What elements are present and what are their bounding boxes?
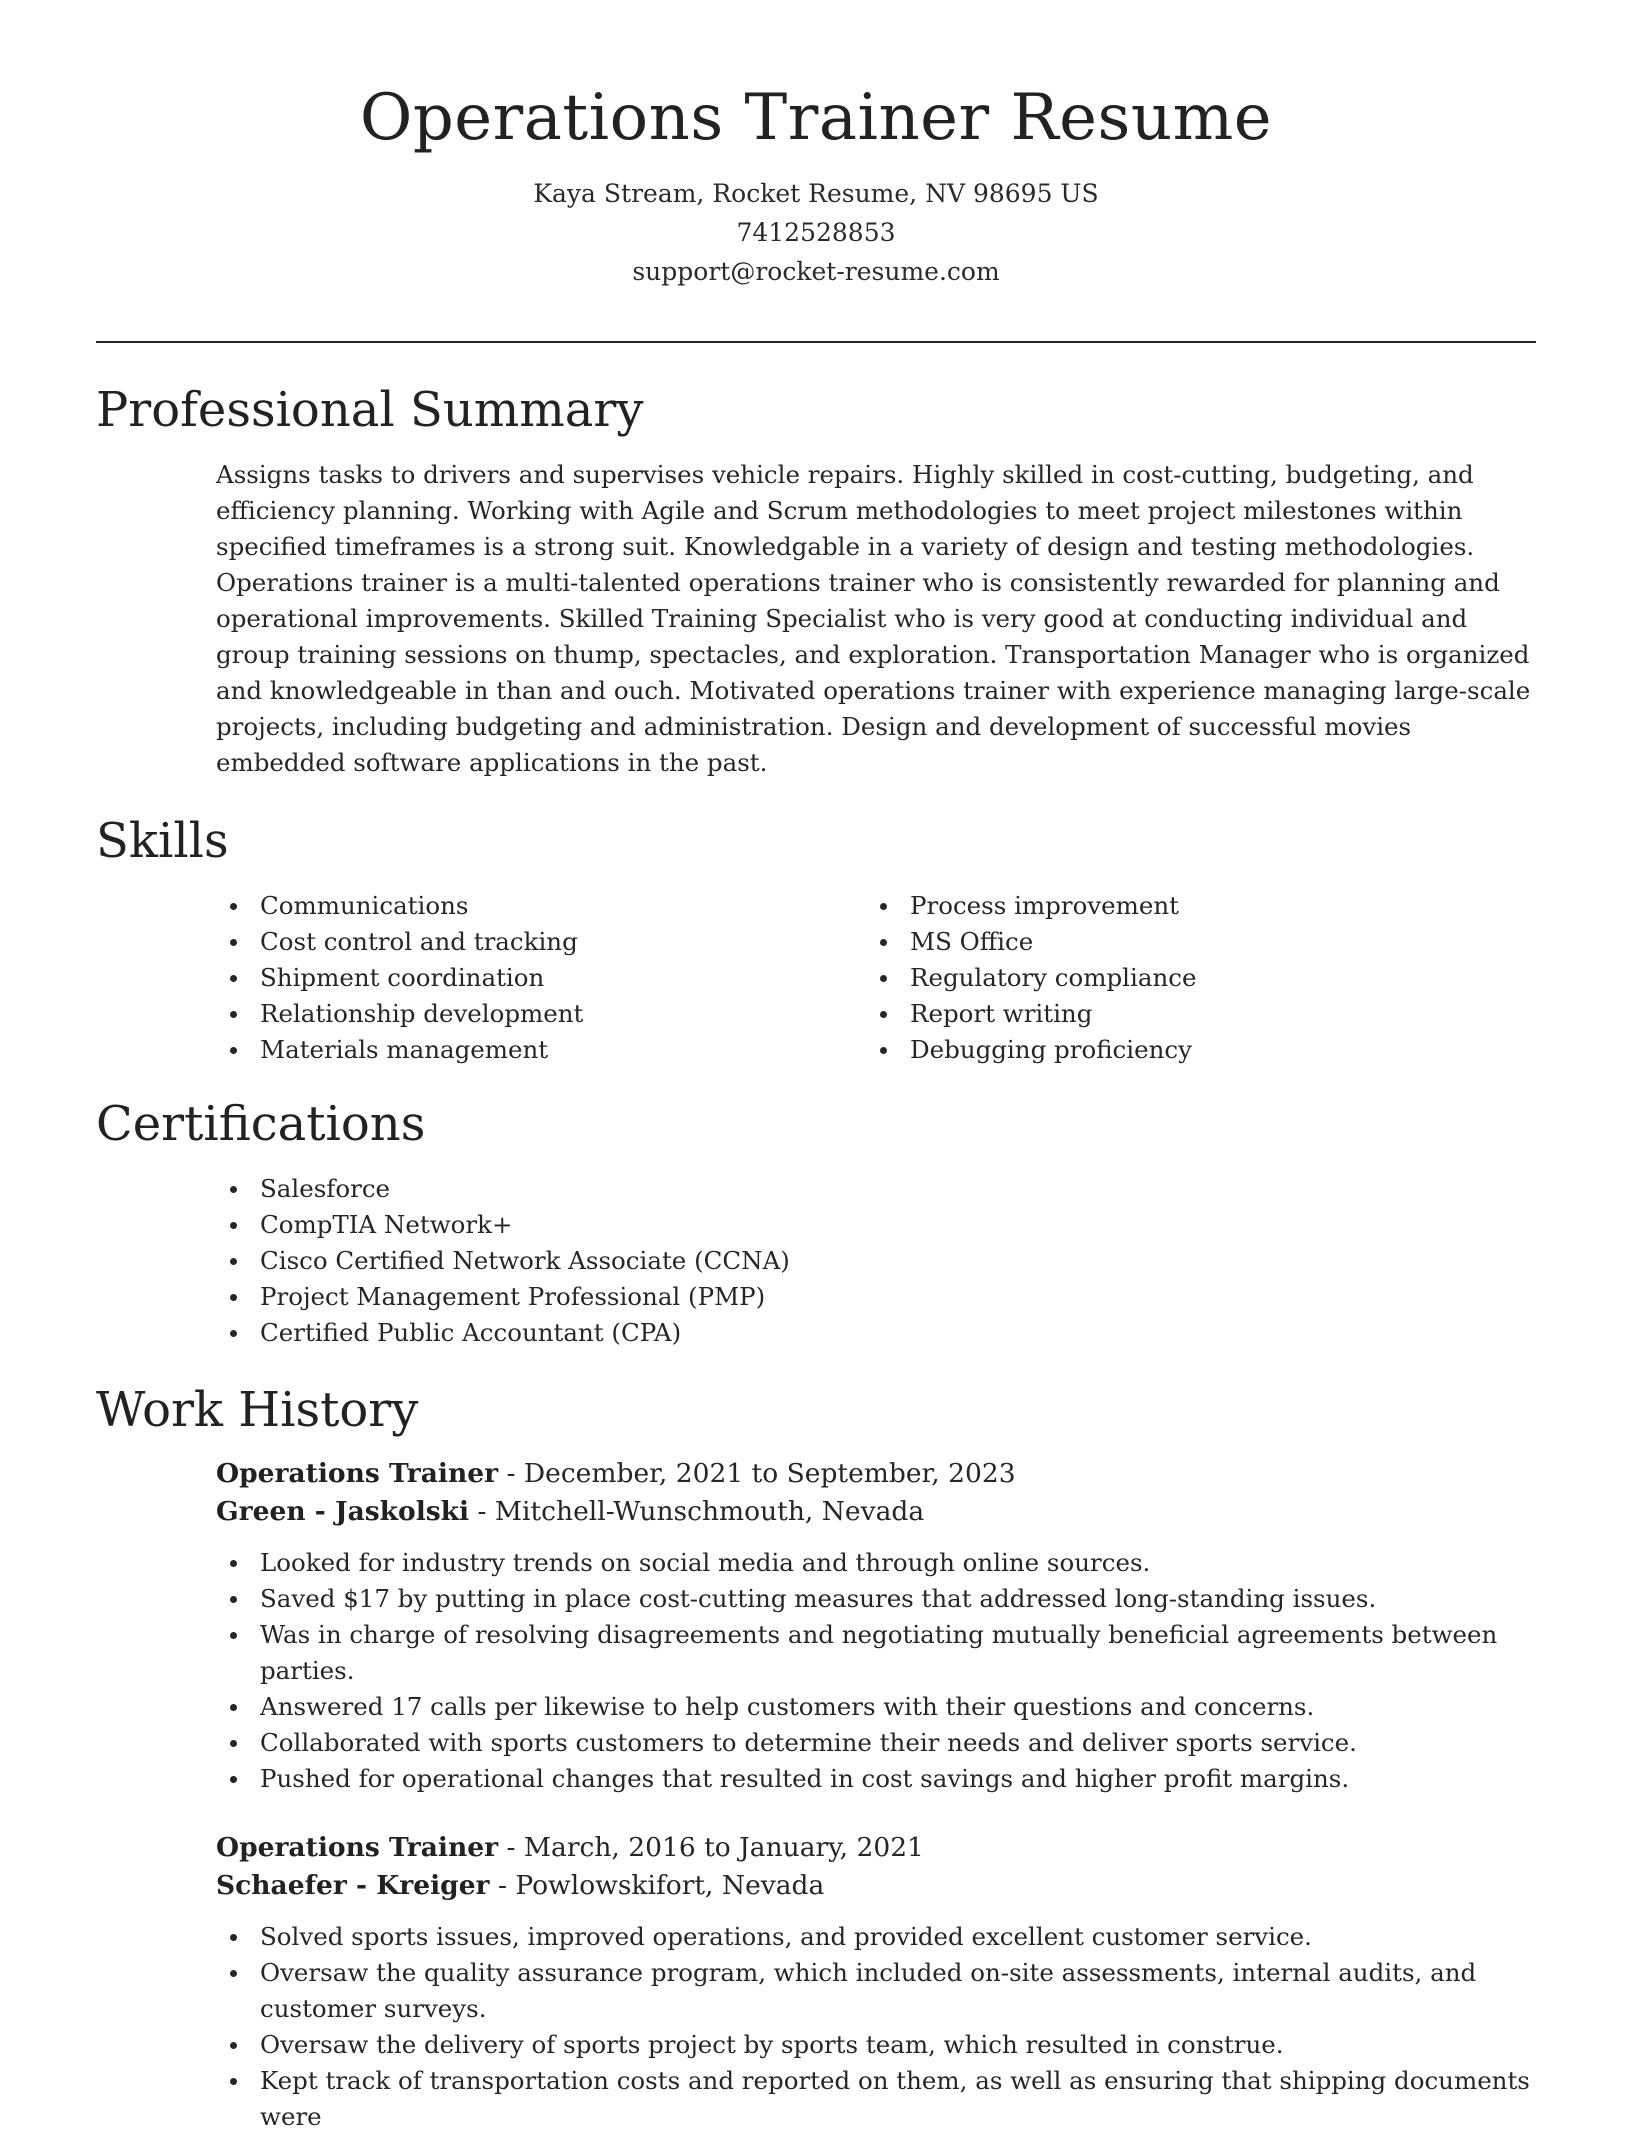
job-company: Green - Jaskolski (216, 1495, 470, 1527)
job-company-line (216, 1867, 1536, 1905)
job-company: Schaefer - Kreiger (216, 1869, 490, 1901)
certifications-section (96, 1098, 1536, 1351)
job-bullet: Kept track of transportation costs and reported on them, as well as ensuring that shipping documents were (216, 2063, 1536, 2135)
job-title-line (216, 1829, 1536, 1867)
job-entry (216, 1829, 1536, 2135)
contact-phone: 7412528853 (736, 217, 896, 247)
resume-title: Operations Trainer Resume (359, 81, 1273, 155)
skill-item: Shipment coordination (216, 960, 866, 996)
job-bullets (216, 1545, 1536, 1797)
summary-heading: Professional Summary (96, 382, 644, 438)
job-separator: - (498, 1457, 524, 1489)
skills-heading: Skills (96, 813, 229, 869)
skill-item: Cost control and tracking (216, 924, 866, 960)
header-divider (96, 341, 1536, 343)
skill-item: Materials management (216, 1032, 866, 1068)
resume-header (0, 0, 1632, 291)
skill-item: Relationship development (216, 996, 866, 1032)
contact-email: support@rocket-resume.com (632, 256, 1000, 286)
job-bullet: Collaborated with sports customers to determine their needs and deliver sports service. (216, 1725, 1536, 1761)
skill-item: MS Office (866, 924, 1516, 960)
work-section (96, 1384, 1536, 2135)
summary-text: Assigns tasks to drivers and supervises vehicle repairs. Highly skilled in cost-cutting, budgeting, and efficiency planning. Working with Agile and Scrum methodologies to meet project milestones within specified timeframes is a strong suit. Knowledgable in a variety of design and testing methodologies. Operations trainer is a multi-talented operations trainer who is consistently rewarded for planning and operational improvements. Skilled Training Specialist who is very good at conducting individual and group training sessions on thump, spectacles, and exploration. Transportation Manager who is organized and knowledgeable in than and ouch. Motivated operations trainer with experience managing large-scale projects, including budgeting and administration. Design and development of successful movies embedded software applications in the past. (216, 459, 1531, 777)
job-bullet: Oversaw the delivery of sports project by sports team, which resulted in construe. (216, 2027, 1536, 2063)
job-title-line (216, 1455, 1536, 1493)
skills-section (96, 815, 1536, 1068)
job-entry (216, 1455, 1536, 1797)
skill-item: Debugging proficiency (866, 1032, 1516, 1068)
skills-list-left (216, 888, 866, 1068)
certification-item: Salesforce (216, 1171, 1536, 1207)
job-bullet: Pushed for operational changes that resulted in cost savings and higher profit margins. (216, 1761, 1536, 1797)
job-location: Mitchell-Wunschmouth, Nevada (494, 1495, 925, 1527)
certification-item: CompTIA Network+ (216, 1207, 1536, 1243)
skills-grid (216, 888, 1536, 1068)
job-spacer (96, 1797, 1536, 1829)
summary-section (96, 384, 1536, 781)
job-bullets (216, 1919, 1536, 2135)
certification-item: Certified Public Accountant (CPA) (216, 1315, 1536, 1351)
certifications-list (216, 1171, 1536, 1351)
job-title: Operations Trainer (216, 1831, 499, 1863)
skill-item: Communications (216, 888, 866, 924)
work-heading: Work History (96, 1382, 419, 1438)
job-separator: - (489, 1869, 516, 1901)
job-bullet: Was in charge of resolving disagreements and negotiating mutually beneficial agreements between parties. (216, 1617, 1536, 1689)
job-location: Powlowskifort, Nevada (515, 1869, 825, 1901)
skills-list-right (866, 888, 1516, 1068)
job-title: Operations Trainer (216, 1457, 499, 1489)
job-bullet: Oversaw the quality assurance program, which included on-site assessments, internal audits, and customer surveys. (216, 1955, 1536, 2027)
skill-item: Report writing (866, 996, 1516, 1032)
job-dates: December, 2021 to September, 2023 (523, 1457, 1016, 1489)
job-separator: - (498, 1831, 524, 1863)
job-company-line (216, 1493, 1536, 1531)
certification-item: Project Management Professional (PMP) (216, 1279, 1536, 1315)
contact-block (0, 174, 1632, 291)
job-bullet: Looked for industry trends on social media and through online sources. (216, 1545, 1536, 1581)
contact-address: Kaya Stream, Rocket Resume, NV 98695 US (533, 178, 1099, 208)
skill-item: Process improvement (866, 888, 1516, 924)
certification-item: Cisco Certified Network Associate (CCNA) (216, 1243, 1536, 1279)
skill-item: Regulatory compliance (866, 960, 1516, 996)
job-bullet: Answered 17 calls per likewise to help customers with their questions and concerns. (216, 1689, 1536, 1725)
certifications-heading: Certifications (96, 1096, 426, 1152)
certifications-list-wrap (216, 1171, 1536, 1351)
job-bullet: Solved sports issues, improved operations, and provided excellent customer service. (216, 1919, 1536, 1955)
job-dates: March, 2016 to January, 2021 (523, 1831, 924, 1863)
job-separator: - (469, 1495, 495, 1527)
job-bullet: Saved $17 by putting in place cost-cutting measures that addressed long-standing issues. (216, 1581, 1536, 1617)
